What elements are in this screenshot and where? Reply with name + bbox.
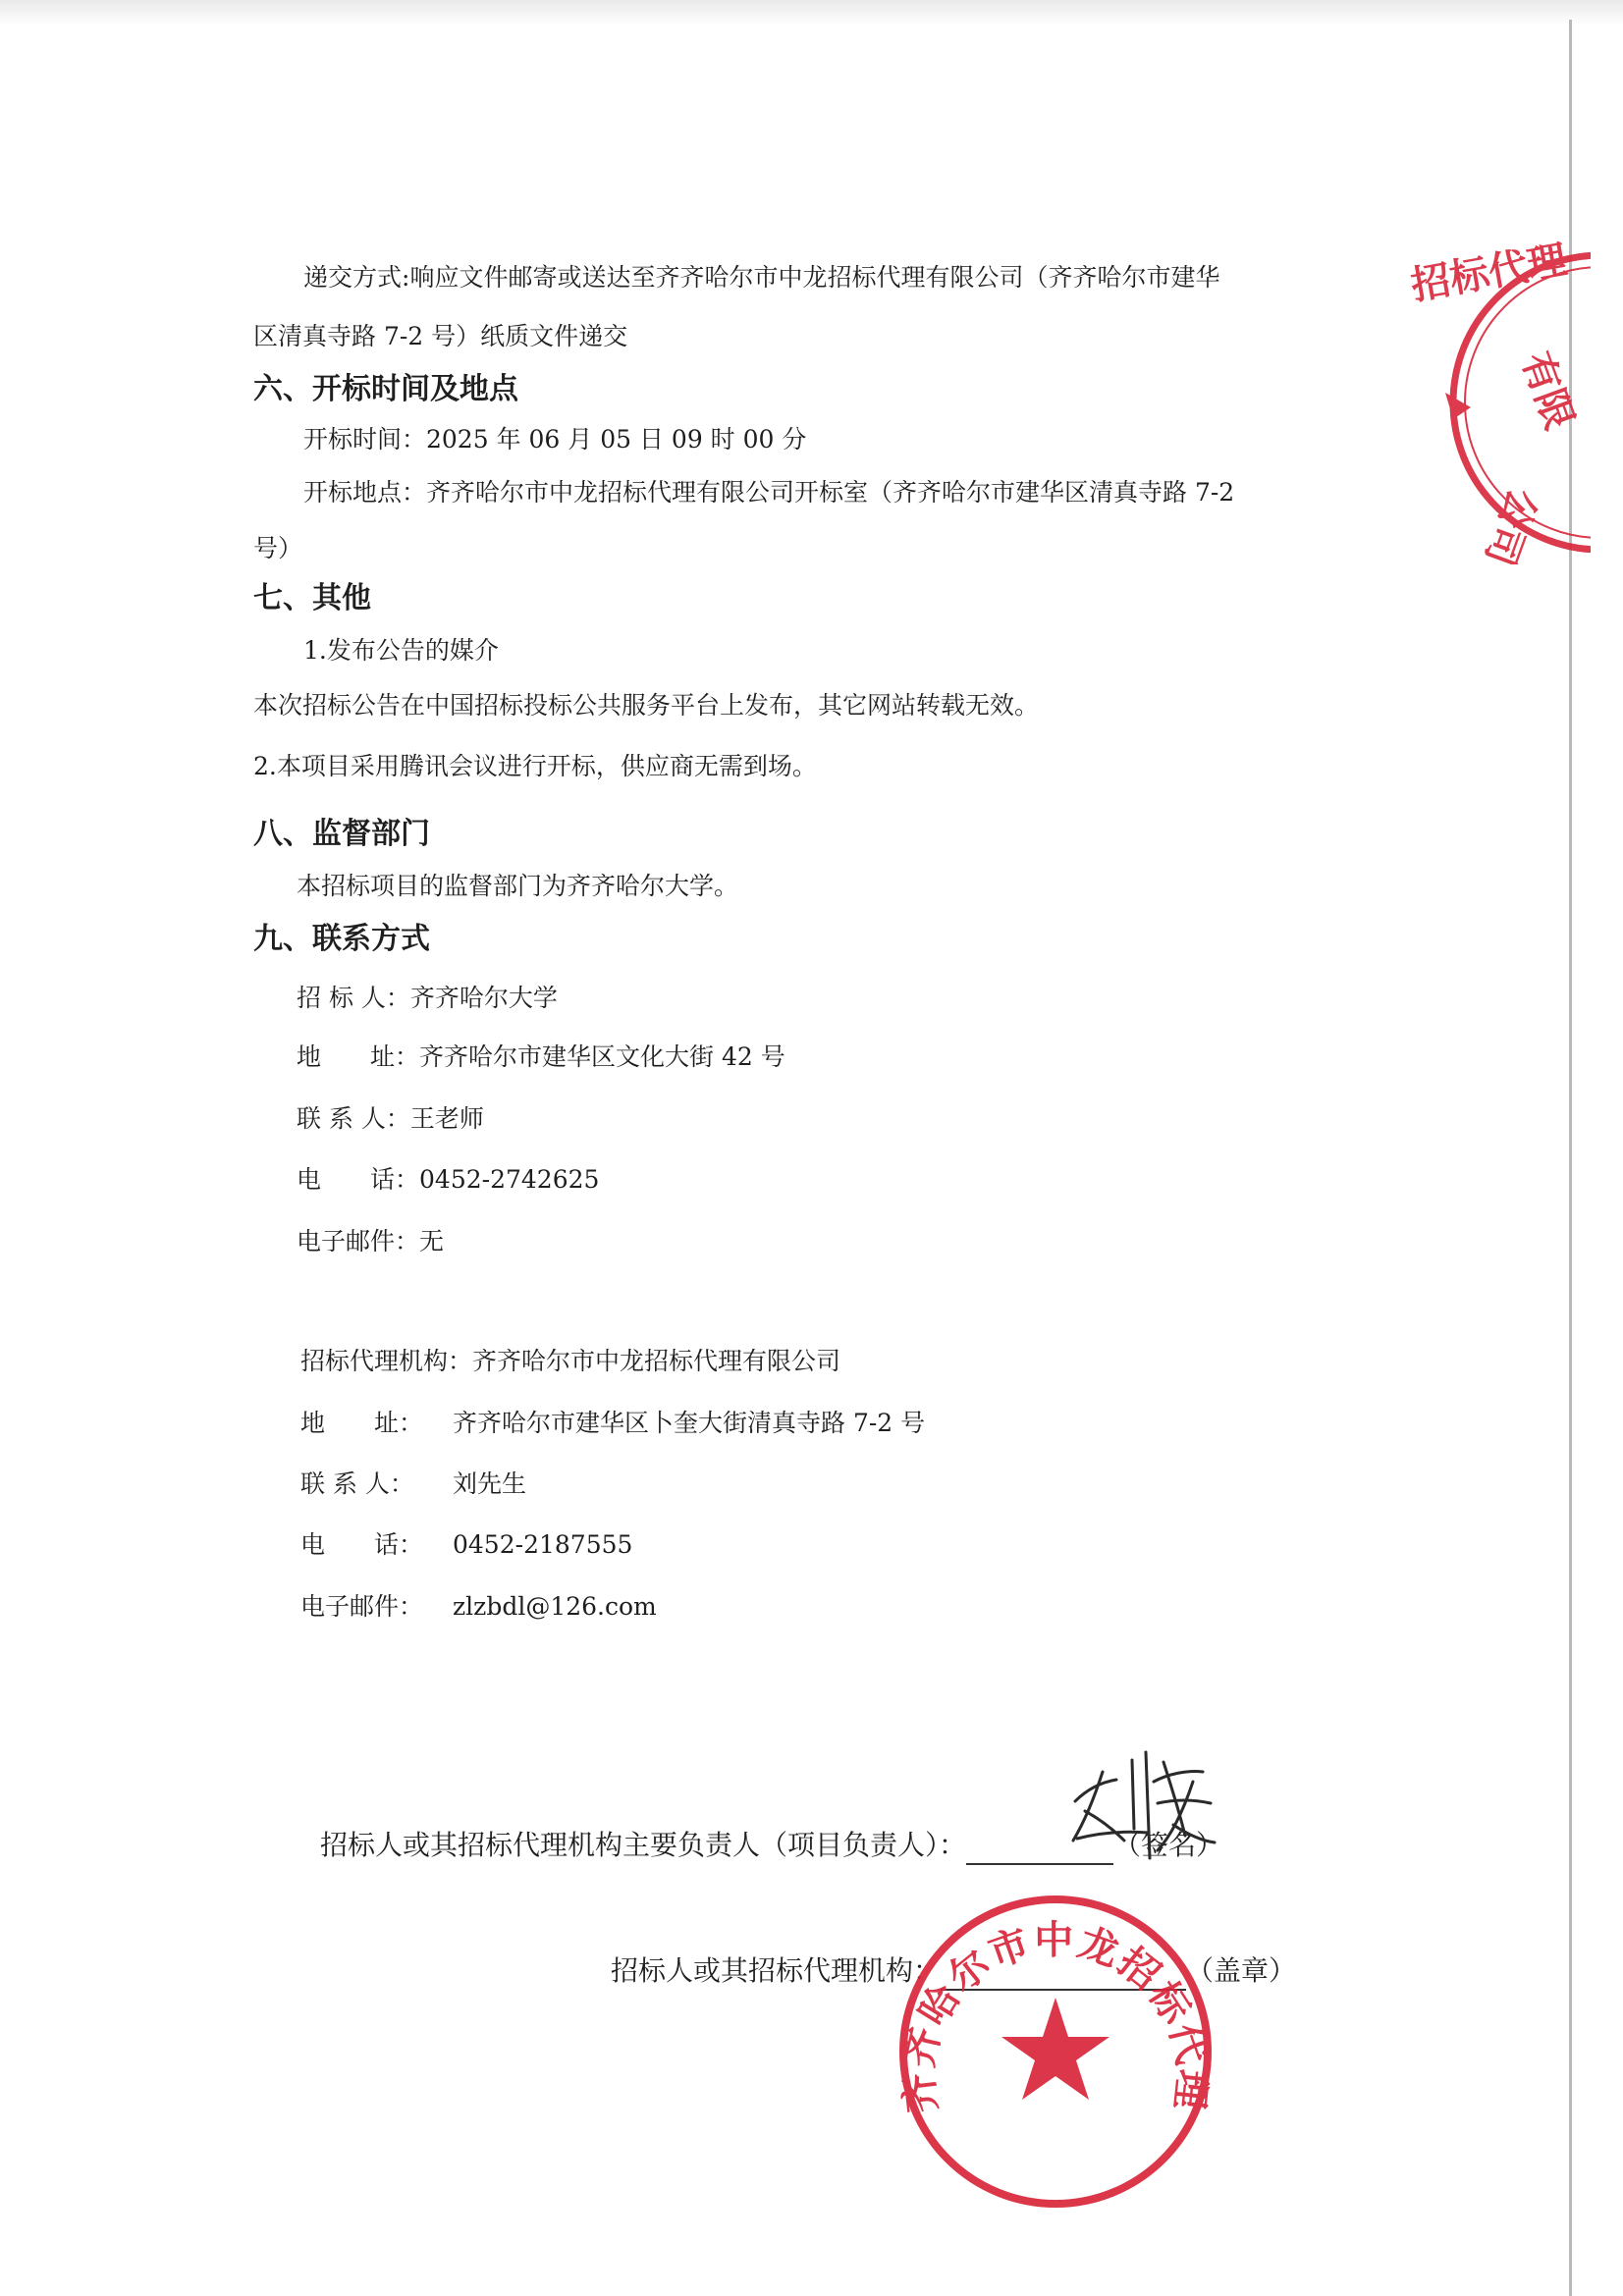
bid-opening-place-2: 号） — [253, 534, 303, 562]
tenderer-email-row — [297, 1225, 444, 1258]
agency-name-label: 招标代理机构： — [300, 1347, 473, 1375]
section7-item1-text: 本次招标公告在中国招标投标公共服务平台上发布，其它网站转载无效。 — [253, 691, 1040, 720]
agency-contact-row — [300, 1468, 526, 1501]
svg-text:公司: 公司 — [1476, 482, 1545, 564]
agency-address-row — [300, 1407, 925, 1440]
agency-email-row — [300, 1590, 657, 1624]
submission-text-1: 响应文件邮寄或送达至齐齐哈尔市中龙招标代理有限公司（齐齐哈尔市建华 — [409, 263, 1220, 292]
agency-address-label: 地 址： — [300, 1409, 424, 1437]
section8-heading: 八、监督部门 — [253, 817, 430, 851]
submission-line-2: 区清真寺路 7-2 号）纸质文件递交 — [253, 322, 628, 350]
signature-line-suffix: （签名） — [1113, 1829, 1224, 1861]
tenderer-phone-value: 0452-2742625 — [419, 1165, 600, 1194]
company-seal-partial — [1394, 240, 1591, 564]
tenderer-name-label: 招 标 人： — [297, 984, 410, 1012]
agency-phone-label: 电 话： — [300, 1530, 424, 1559]
agency-contact-value: 刘先生 — [453, 1469, 527, 1498]
tenderer-phone-label: 电 话： — [297, 1165, 420, 1194]
agency-contact-label: 联 系 人： — [300, 1469, 414, 1498]
submission-label: 递交方式: — [303, 263, 410, 292]
tenderer-address-value: 齐齐哈尔市建华区文化大街 42 号 — [419, 1042, 785, 1071]
tenderer-email-label: 电子邮件： — [297, 1227, 420, 1255]
seal-line-label: 招标人或其招标代理机构： — [611, 1954, 942, 1987]
agency-phone-row — [300, 1528, 632, 1562]
company-seal-text: 齐齐哈尔市中龙招标代理 — [895, 1917, 1216, 2115]
svg-text:有限: 有限 — [1512, 346, 1583, 436]
tenderer-contact-label: 联 系 人： — [297, 1104, 410, 1133]
tenderer-name-value: 齐齐哈尔大学 — [409, 984, 558, 1012]
agency-name-row — [300, 1345, 840, 1378]
section7-item1: 1.发布公告的媒介 — [303, 636, 499, 665]
agency-phone-value: 0452-2187555 — [453, 1530, 633, 1559]
agency-name-value: 齐齐哈尔市中龙招标代理有限公司 — [472, 1347, 841, 1375]
tenderer-contact-value: 王老师 — [409, 1104, 484, 1133]
tenderer-contact-row — [297, 1102, 484, 1136]
seal-line-suffix: （盖章） — [1186, 1954, 1297, 1987]
tenderer-email-value: 无 — [419, 1227, 445, 1255]
tenderer-address-row — [297, 1041, 785, 1074]
bid-opening-time: 开标时间：2025 年 06 月 05 日 09 时 00 分 — [303, 425, 807, 454]
signature-line-label: 招标人或其招标代理机构主要负责人（项目负责人）： — [320, 1829, 967, 1861]
submission-line-1 — [303, 261, 1219, 294]
bid-opening-place-1: 开标地点：齐齐哈尔市中龙招标代理有限公司开标室（齐齐哈尔市建华区清真寺路 7-2 — [303, 478, 1235, 507]
section6-heading: 六、开标时间及地点 — [253, 372, 518, 406]
tenderer-address-label: 地 址： — [297, 1042, 420, 1071]
tenderer-name-row — [297, 982, 558, 1015]
section9-heading: 九、联系方式 — [253, 922, 430, 956]
section8-text: 本招标项目的监督部门为齐齐哈尔大学。 — [297, 872, 739, 900]
agency-email-value: zlzbdl@126.com — [453, 1592, 657, 1621]
svg-text:招标代理: 招标代理 — [1407, 240, 1571, 309]
company-seal — [893, 1890, 1217, 2214]
section7-item2: 2.本项目采用腾讯会议进行开标，供应商无需到场。 — [253, 752, 817, 780]
agency-address-value: 齐齐哈尔市建华区卜奎大街清真寺路 7-2 号 — [453, 1409, 926, 1437]
section7-heading: 七、其他 — [253, 581, 371, 615]
tenderer-phone-row — [297, 1163, 599, 1197]
agency-email-label: 电子邮件： — [300, 1592, 424, 1621]
handwritten-signature — [1055, 1742, 1222, 1870]
